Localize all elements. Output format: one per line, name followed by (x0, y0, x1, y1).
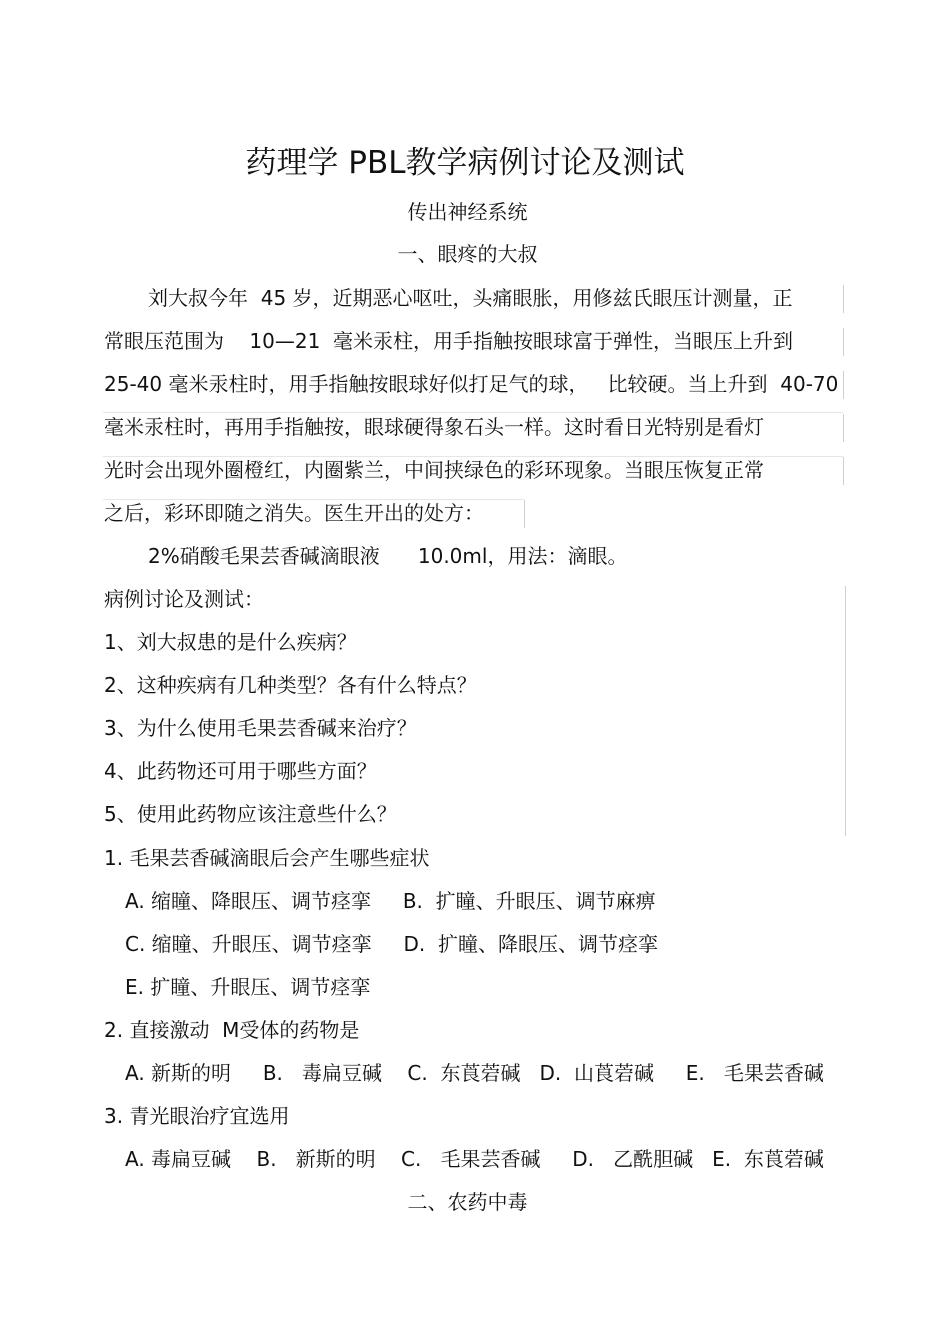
case1-paragraph-line: 光时会出现外圈橙红，内圈紫兰，中间挟绿色的彩环现象。当眼压恢复正常 (104, 458, 764, 482)
mcq-stem: 1. 毛果芸香碱滴眼后会产生哪些症状 (104, 846, 430, 870)
scan-guide-right-3 (843, 371, 844, 399)
discussion-question: 4、此药物还可用于哪些方面？ (104, 759, 377, 783)
discussion-heading: 病例讨论及测试： (104, 587, 264, 611)
case1-paragraph-line: 之后，彩环即随之消失。医生开出的处方： (104, 501, 484, 525)
discussion-question: 1、刘大叔患的是什么疾病？ (104, 630, 357, 654)
chapter-heading: 传出神经系统 (407, 200, 528, 224)
case1-heading: 一、眼疼的大叔 (397, 242, 538, 266)
mcq-options: A. 毒扁豆碱 B. 新斯的明 C. 毛果芸香碱 D. 乙酰胆碱 E. 东莨菪碱 (125, 1147, 824, 1171)
mcq-stem: 2. 直接激动 M受体的药物是 (104, 1018, 360, 1042)
mcq-options: E. 扩瞳、升眼压、调节痉挛 (125, 975, 371, 999)
scan-guide-right-2 (843, 328, 844, 356)
case1-paragraph-line: 25-40 毫米汞柱时，用手指触按眼球好似打足气的球， 比较硬。当上升到 40-70 (104, 372, 839, 396)
page-title: 药理学 PBL教学病例讨论及测试 (245, 145, 685, 181)
discussion-question: 3、为什么使用毛果芸香碱来治疗？ (104, 716, 417, 740)
scan-guide-right-1 (843, 285, 844, 313)
case1-paragraph-line: 常眼压范围为 10—21 毫米汞柱，用手指触按眼球富于弹性，当眼压上升到 (104, 329, 794, 353)
scan-guide-mid (524, 500, 525, 528)
mcq-options: A. 新斯的明 B. 毒扁豆碱 C. 东莨菪碱 D. 山莨菪碱 E. 毛果芸香碱 (125, 1061, 824, 1085)
mcq-stem: 3. 青光眼治疗宜选用 (104, 1104, 290, 1128)
discussion-question: 2、这种疾病有几种类型？各有什么特点？ (104, 673, 477, 697)
prescription: 2%硝酸毛果芸香碱滴眼液 10.0ml，用法：滴眼。 (148, 544, 628, 568)
scan-guide-h1 (103, 412, 843, 413)
discussion-question: 5、使用此药物应该注意些什么？ (104, 802, 397, 826)
scan-guide-right-4 (843, 414, 844, 442)
case2-heading: 二、农药中毒 (407, 1190, 528, 1214)
mcq-options: C. 缩瞳、升眼压、调节痉挛 D. 扩瞳、降眼压、调节痉挛 (125, 932, 658, 956)
case1-paragraph-line: 刘大叔今年 45 岁，近期恶心呕吐，头痛眼胀，用修兹氏眼压计测量，正 (148, 286, 793, 310)
scan-guide-right-long (845, 586, 846, 836)
scan-guide-right-5 (843, 457, 844, 485)
mcq-options: A. 缩瞳、降眼压、调节痉挛 B. 扩瞳、升眼压、调节麻痹 (125, 889, 656, 913)
case1-paragraph-line: 毫米汞柱时，再用手指触按，眼球硬得象石头一样。这时看日光特别是看灯 (104, 415, 764, 439)
